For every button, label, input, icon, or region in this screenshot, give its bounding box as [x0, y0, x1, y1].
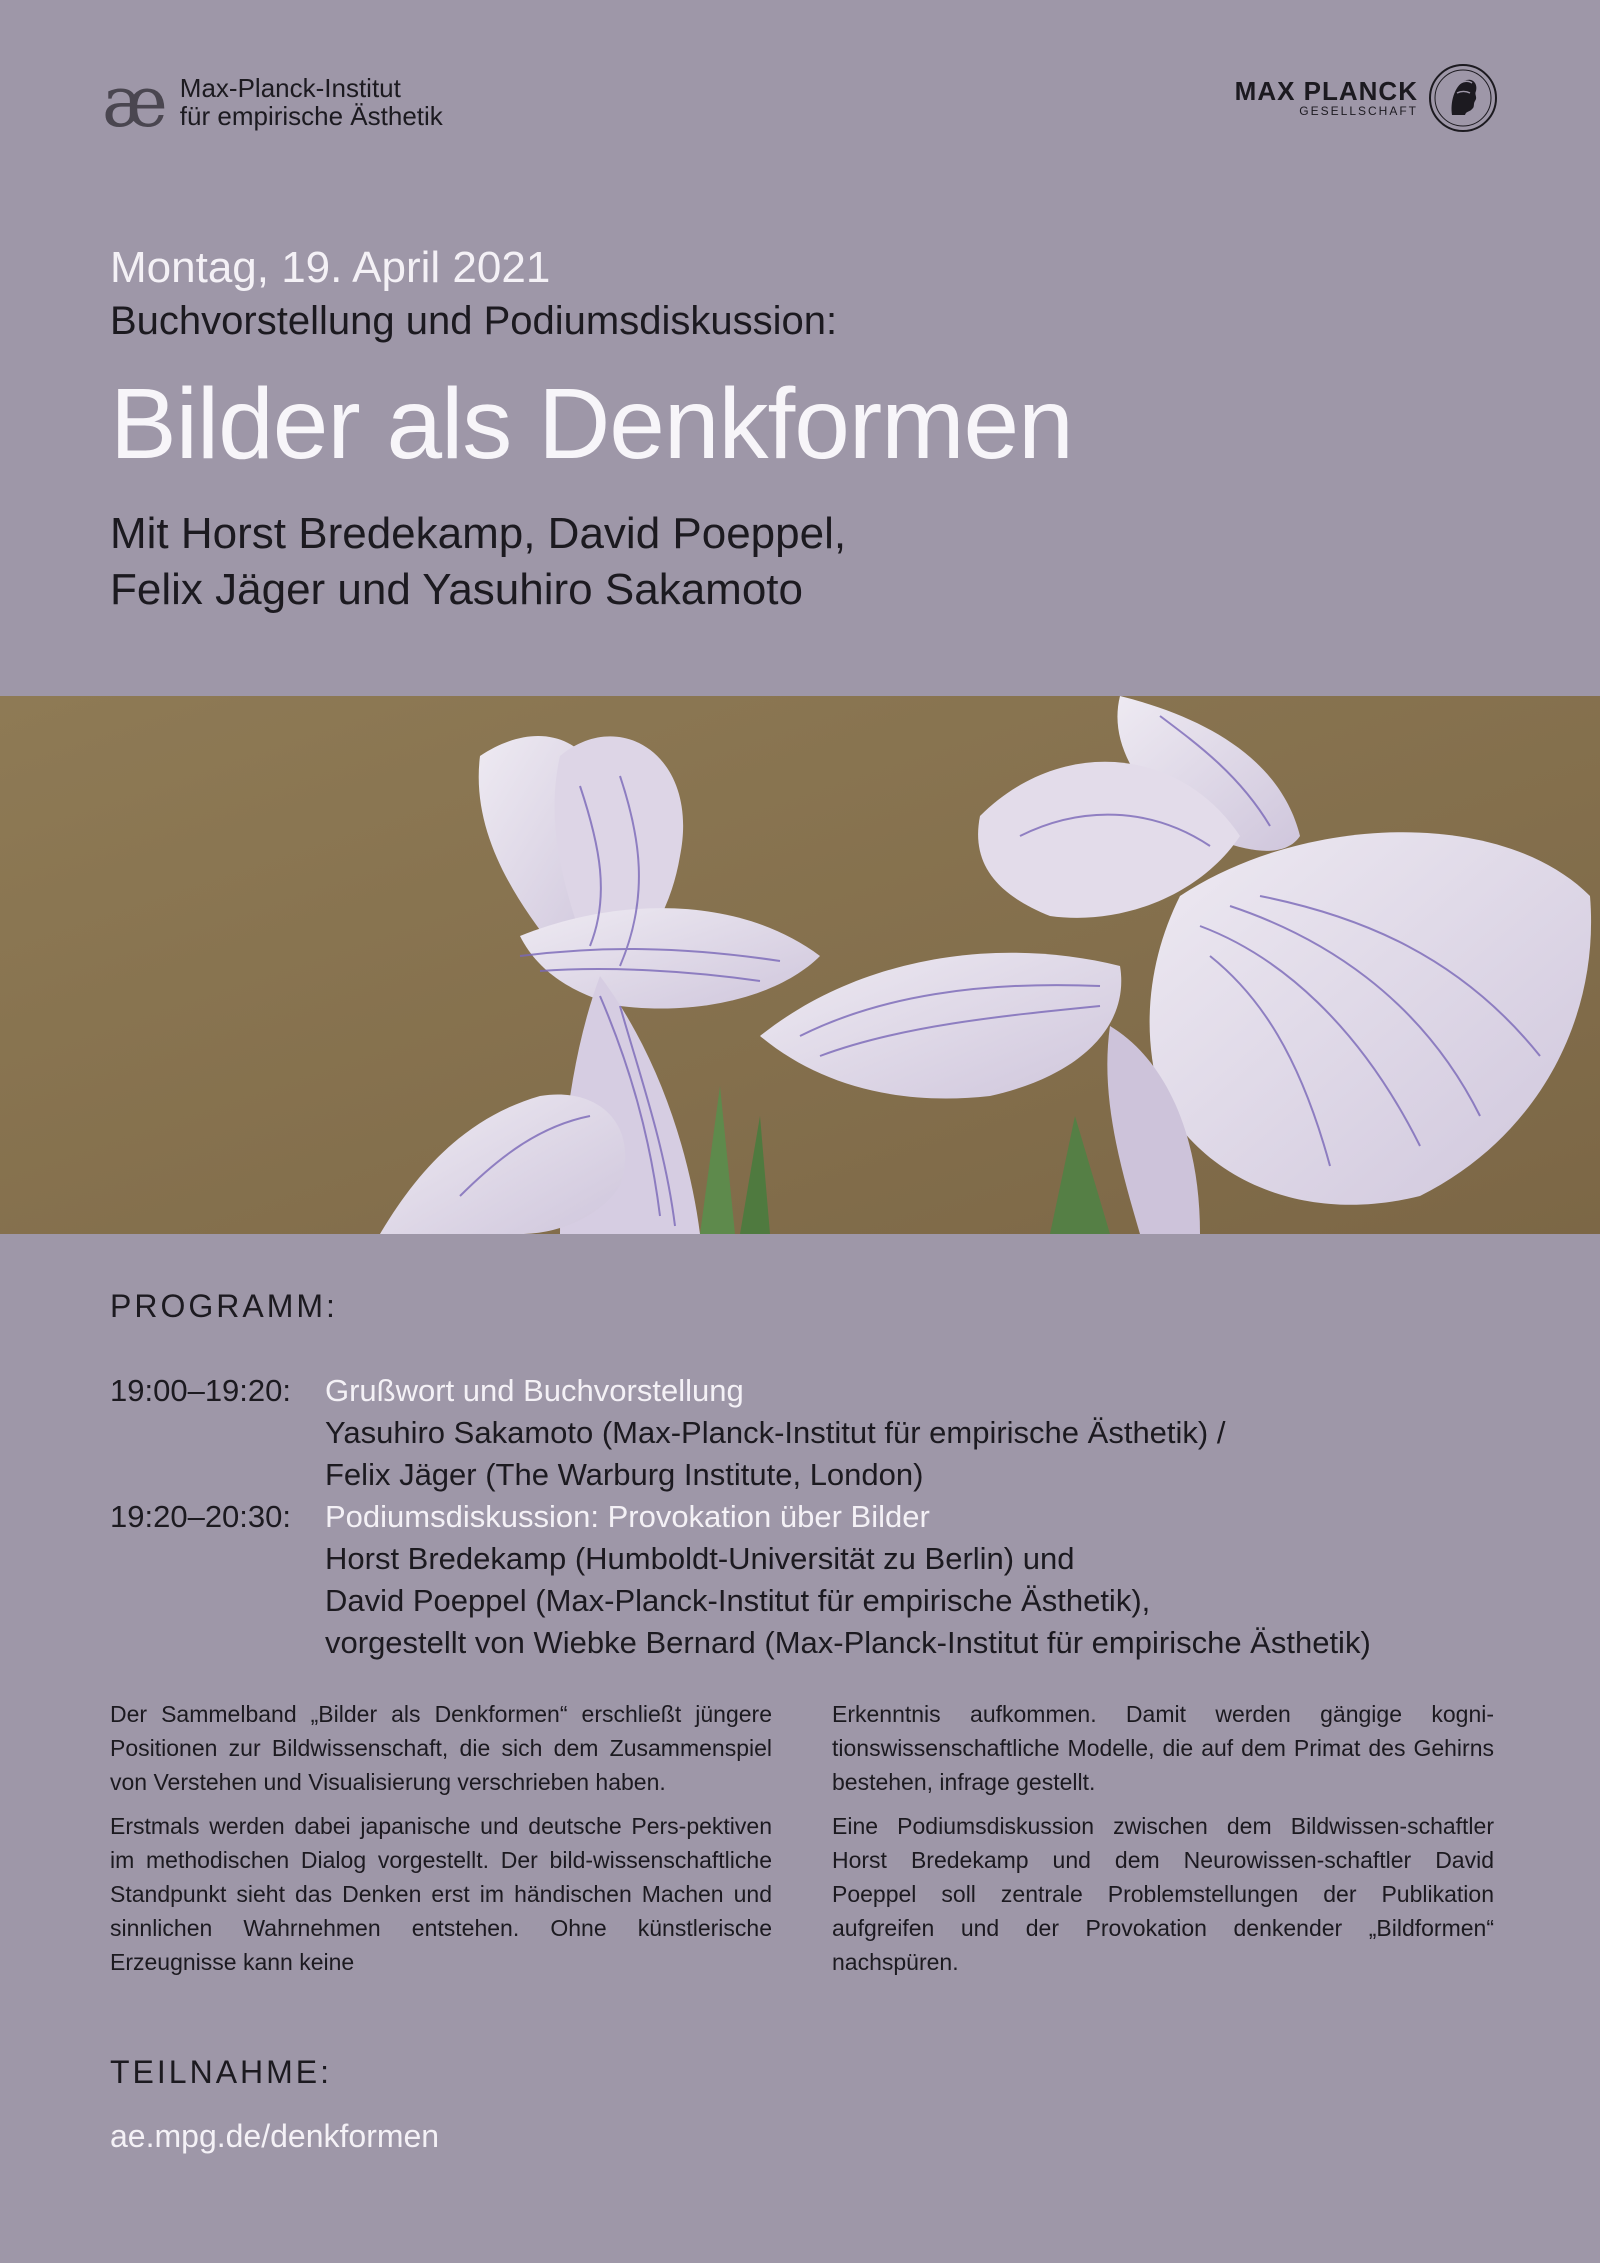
- programm-time: 19:00–19:20:: [110, 1373, 292, 1408]
- programm-time: 19:20–20:30:: [110, 1499, 292, 1534]
- teilnahme-link[interactable]: ae.mpg.de/denkformen: [110, 2118, 440, 2154]
- programm-details: [325, 1496, 1510, 1664]
- programm-line: Yasuhiro Sakamoto (Max-Planck-Institut für empirische Ästhetik) /: [325, 1415, 1226, 1450]
- header: [0, 0, 1600, 160]
- programm-line: Felix Jäger (The Warburg Institute, London): [325, 1457, 924, 1492]
- event-subtitle: Buchvorstellung und Podiumsdiskussion:: [110, 299, 838, 343]
- description-column-left: [110, 1697, 772, 1989]
- programm-details: [325, 1370, 1510, 1496]
- mpg-wordmark: [1235, 78, 1418, 118]
- event-intro: [110, 240, 1490, 618]
- programm-item: [110, 1370, 1510, 1496]
- mpg-title: MAX PLANCK: [1234, 76, 1418, 106]
- iris-illustration: [0, 696, 1600, 1234]
- programm-headline: Grußwort und Buchvorstellung: [325, 1373, 744, 1408]
- institute-logo[interactable]: [102, 61, 443, 143]
- programm-headline: Podiumsdiskussion: Provokation über Bilder: [325, 1499, 930, 1534]
- programm-item: [110, 1496, 1510, 1664]
- institute-name-line1: Max-Planck-Institut: [179, 73, 401, 103]
- description-column-right: [832, 1697, 1494, 1989]
- event-date: Montag, 19. April 2021: [110, 243, 551, 292]
- description-paragraph: Der Sammelband „Bilder als Denkformen“ erschließt jüngere Positionen zur Bildwissenschaft, die sich dem Zusammenspiel von Verstehen und Visualisierung verschrieben haben.: [110, 1701, 772, 1795]
- teilnahme-section: [110, 2052, 439, 2156]
- minerva-seal-icon: [1428, 63, 1498, 133]
- event-speakers: [110, 506, 1490, 618]
- programm-section: [110, 1286, 1510, 1664]
- speakers-line2: Felix Jäger und Yasuhiro Sakamoto: [110, 565, 803, 614]
- programm-line: David Poeppel (Max-Planck-Institut für empirische Ästhetik),: [325, 1583, 1151, 1618]
- iris-flowers-photo: [0, 696, 1600, 1234]
- teilnahme-heading: TEILNAHME:: [110, 2054, 333, 2090]
- speakers-line1: Mit Horst Bredekamp, David Poeppel,: [110, 509, 847, 558]
- programm-line: Horst Bredekamp (Humboldt-Universität zu Berlin) und: [325, 1541, 1075, 1576]
- event-title: Bilder als Denkformen: [110, 368, 1073, 480]
- mpg-subtitle: GESELLSCHAFT: [1299, 104, 1418, 118]
- description-paragraph: Erstmals werden dabei japanische und deutsche Pers-pektiven im methodischen Dialog vorgestellt. Der bild-wissenschaftliche Standpunkt sieht das Denken erst im händischen Machen und sinnlichen Wahrnehmen entstehen. Ohne künstlerische Erzeugnisse kann keine: [110, 1813, 772, 1975]
- programm-heading: PROGRAMM:: [110, 1288, 338, 1324]
- description-paragraph: Eine Podiumsdiskussion zwischen dem Bildwissen-schaftler Horst Bredekamp und dem Neurowissen-schaftler David Poeppel soll zentrale Problemstellungen der Publikation aufgreifen und der Provokation denkender „Bildformen“ nachspüren.: [832, 1813, 1494, 1975]
- institute-name: [180, 74, 443, 130]
- programm-list: [110, 1370, 1510, 1664]
- description-paragraph: Erkenntnis aufkommen. Damit werden gängige kogni-tionswissenschaftliche Modelle, die auf dem Primat des Gehirns bestehen, infrage gestellt.: [832, 1701, 1494, 1795]
- description-columns: [110, 1697, 1494, 1989]
- ae-logo-mark: æ: [102, 61, 162, 143]
- mpg-logo[interactable]: [1235, 60, 1498, 136]
- institute-name-line2: für empirische Ästhetik: [179, 101, 443, 131]
- programm-line: vorgestellt von Wiebke Bernard (Max-Planck-Institut für empirische Ästhetik): [325, 1625, 1371, 1660]
